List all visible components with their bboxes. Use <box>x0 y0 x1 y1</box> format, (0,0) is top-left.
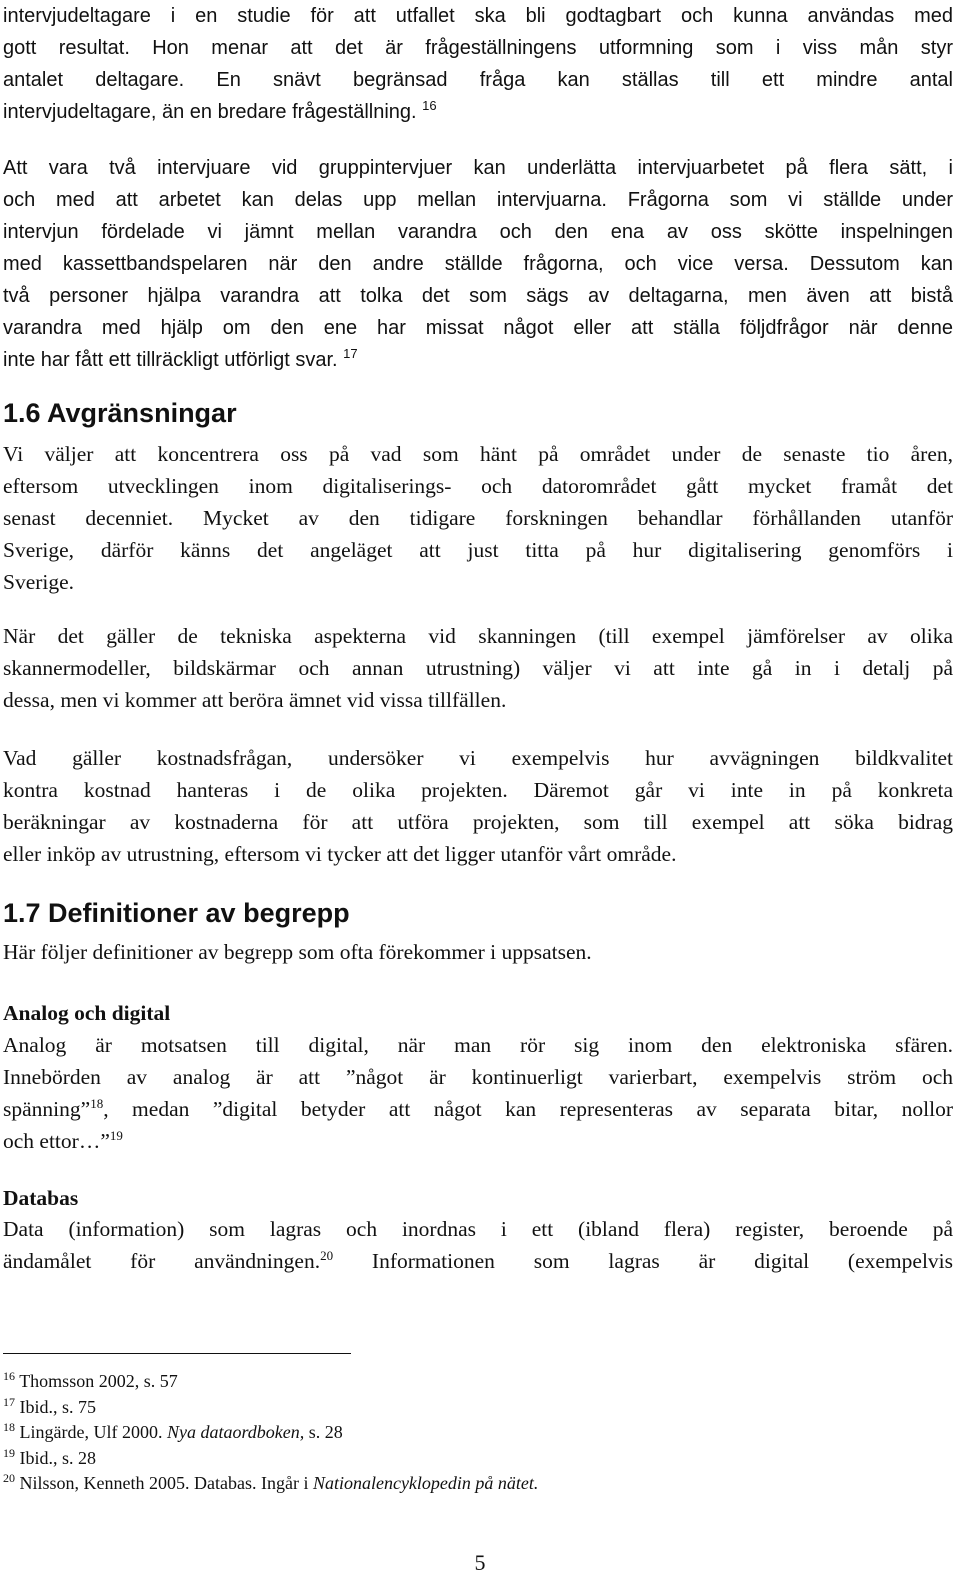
text-segment: intervjudeltagare, än en bredare frågeställning. <box>3 101 417 123</box>
text-line: skannermodeller, bildskärmar och annan utrustning) väljer vi att inte gå in i detalj på <box>3 656 953 680</box>
text-line: intervjudeltagare i en studie för att utfallet ska bli godtagbart och kunna användas med <box>3 5 953 27</box>
footnote-ref: 18 <box>90 1096 104 1111</box>
section-heading-definitioner: 1.7 Definitioner av begrepp <box>3 898 350 928</box>
footnote-ref: 17 <box>343 346 358 361</box>
footnote-number: 18 <box>3 1420 15 1434</box>
text-line: intervjun fördelade vi jämnt mellan varandra och den ena av oss skötte inspelningen <box>3 221 953 243</box>
text-line: Att vara två intervjuare vid gruppintervjuer kan underlätta intervjuarbetet på flera sätt, i <box>3 157 953 179</box>
footnote-18 <box>3 1420 343 1444</box>
footnote-20 <box>3 1471 538 1495</box>
text-line: varandra med hjälp om den ene har missat något eller att ställa följdfrågor när denne <box>3 317 953 339</box>
footnote-16 <box>3 1369 178 1393</box>
text-line: Här följer definitioner av begrepp som ofta förekommer i uppsatsen. <box>3 940 592 964</box>
footnote-text: Nilsson, Kenneth 2005. Databas. Ingår i <box>19 1473 313 1493</box>
footnote-text: Ibid., s. 75 <box>19 1397 96 1417</box>
text-segment: inte har fått ett tillräckligt utförligt svar. <box>3 349 338 371</box>
text-segment: , medan ”digital betyder att något kan representeras av separata bitar, nollor <box>103 1097 953 1121</box>
footnote-separator <box>3 1353 351 1354</box>
text-segment: Informationen som lagras är digital (exempelvis <box>333 1249 954 1273</box>
footnote-title: Nationalencyklopedin på nätet. <box>312 1473 539 1493</box>
footnote-title: Nya dataordboken, <box>166 1422 305 1442</box>
text-line: dessa, men vi kommer att beröra ämnet vid vissa tillfällen. <box>3 688 507 712</box>
footnote-number: 16 <box>3 1369 15 1383</box>
text-line: Data (information) som lagras och inordnas i ett (ibland flera) register, beroende på <box>3 1217 953 1241</box>
text-line <box>3 1125 953 1157</box>
footnote-text: Lingärde, Ulf 2000. <box>19 1422 167 1442</box>
paragraph-participants <box>3 0 953 128</box>
footnote-text: Thomsson 2002, s. 57 <box>19 1371 178 1391</box>
paragraph-scope <box>3 438 953 598</box>
text-segment: spänning” <box>3 1097 91 1121</box>
page-number: 5 <box>474 1550 486 1575</box>
text-line: eller inköp av utrustning, eftersom vi tycker att det ligger utanför vårt område. <box>3 842 677 866</box>
text-line: Sverige, därför känns det angeläget att just titta på hur digitalisering genomförs i <box>3 538 953 562</box>
footnote-number: 19 <box>3 1446 15 1460</box>
footnote-text: Ibid., s. 28 <box>19 1448 96 1468</box>
text-line: antalet deltagare. En snävt begränsad fråga kan ställas till ett mindre antal <box>3 69 953 91</box>
text-line <box>3 96 953 128</box>
text-segment: och ettor…” <box>3 1129 110 1153</box>
footnote-ref: 20 <box>320 1248 334 1263</box>
text-line: senast decenniet. Mycket av den tidigare forskningen behandlar förhållanden utanför <box>3 506 953 530</box>
text-line: kontra kostnad hanteras i de olika projekten. Däremot går vi inte in på konkreta <box>3 778 953 802</box>
text-line: två personer hjälpa varandra att tolka det som sägs av deltagarna, men även att bistå <box>3 285 953 307</box>
paragraph-analog <box>3 1029 953 1157</box>
text-line: eftersom utvecklingen inom digitaliserings- och datorområdet gått mycket framåt det <box>3 474 953 498</box>
text-line: När det gäller de tekniska aspekterna vid skanningen (till exempel jämförelser av olika <box>3 624 953 648</box>
text-line: Vi väljer att koncentrera oss på vad som hänt på området under de senaste tio åren, <box>3 442 953 466</box>
text-line: med kassettbandspelaren när den andre ställde frågorna, och vice versa. Dessutom kan <box>3 253 953 275</box>
footnote-ref: 19 <box>109 1128 123 1143</box>
footnote-number: 17 <box>3 1395 15 1409</box>
text-line: Vad gäller kostnadsfrågan, undersöker vi exempelvis hur avvägningen bildkvalitet <box>3 746 953 770</box>
subheading-databas: Databas <box>3 1186 79 1210</box>
footnote-19 <box>3 1446 96 1470</box>
text-line: Innebörden av analog är att ”något är kontinuerligt varierbart, exempelvis ström och <box>3 1065 953 1089</box>
paragraph-technical <box>3 620 953 716</box>
text-line: och med att arbetet kan delas upp mellan intervjuarna. Frågorna som vi ställde under <box>3 189 953 211</box>
paragraph-intro-definitions <box>3 936 953 968</box>
footnote-17 <box>3 1395 96 1419</box>
paragraph-databas <box>3 1213 953 1277</box>
footnote-text: s. 28 <box>304 1422 343 1442</box>
text-line: beräkningar av kostnaderna för att utföra projekten, som till exempel att söka bidrag <box>3 810 953 834</box>
text-line: gott resultat. Hon menar att det är frågeställningens utformning som i viss mån styr <box>3 37 953 59</box>
paragraph-cost <box>3 742 953 870</box>
text-line <box>3 344 953 376</box>
text-line: Analog är motsatsen till digital, när man rör sig inom den elektroniska sfären. <box>3 1033 953 1057</box>
section-heading-avgransningar: 1.6 Avgränsningar <box>3 398 237 428</box>
footnote-number: 20 <box>3 1471 15 1485</box>
text-line: Sverige. <box>3 570 75 594</box>
footnote-ref: 16 <box>422 98 437 113</box>
text-line <box>3 1093 953 1125</box>
paragraph-two-interviewers <box>3 152 953 376</box>
subheading-analog-digital: Analog och digital <box>3 1001 171 1025</box>
text-line <box>3 1245 953 1277</box>
text-segment: ändamålet för användningen. <box>3 1249 321 1273</box>
